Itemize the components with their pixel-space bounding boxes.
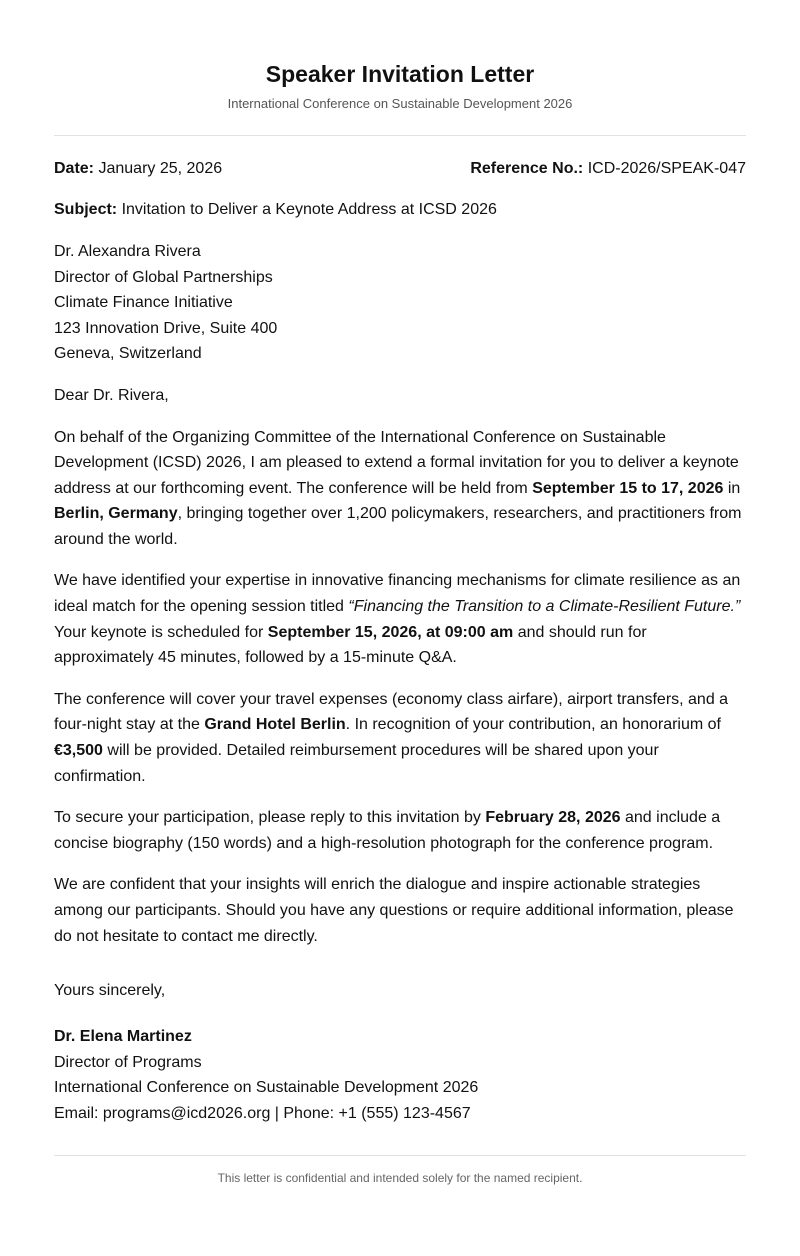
paragraph-text: and include a concise biography (150 words) and a high-resolution photograph for the conference program. (54, 809, 721, 852)
paragraph-text: , bringing together over 1,200 policymakers, researchers, and practitioners from around the world. (54, 505, 742, 548)
closing-phrase: Yours sincerely, (54, 982, 166, 1000)
confidentiality-note: This letter is confidential and intended solely for the named recipient. (217, 1171, 583, 1186)
paragraph-intro (54, 425, 746, 553)
keynote-schedule: September 15, 2026, at 09:00 am (267, 623, 514, 641)
reference-line (470, 156, 746, 182)
signatory-contact: Email: programs@icd2026.org | Phone: +1 (555) 123-4567 (54, 1104, 471, 1122)
subject-value: Invitation to Deliver a Keynote Address at ICSD 2026 (121, 201, 497, 218)
paragraph-expenses (54, 687, 746, 789)
date-line (54, 156, 222, 182)
recipient-address (54, 239, 746, 367)
paragraph-text: We are confident that your insights will enrich the dialogue and inspire actionable strategies among our participants. Should you have any questions or require additional information, please do not hesitate to contact me directly. (54, 876, 734, 945)
paragraph-text: in (723, 479, 741, 497)
honorarium-amount: €3,500 (54, 742, 103, 760)
recipient-title: Director of Global Partnerships (54, 268, 273, 286)
paragraph-text: On behalf of the Organizing Committee of the International Conference on Sustainable Development (ICSD) 2026, I am pleased to extend a formal invitation for you to deliver a keynote address at our forthcoming event. The conference will be held from (54, 428, 739, 497)
reference-value: ICD-2026/SPEAK-047 (587, 160, 746, 177)
hotel-name: Grand Hotel Berlin (204, 716, 346, 734)
salutation: Dear Dr. Rivera, (54, 386, 169, 404)
page-subtitle: International Conference on Sustainable Development 2026 (227, 96, 573, 111)
paragraph-text: To secure your participation, please reply to this invitation by (54, 809, 486, 827)
signatory-name: Dr. Elena Martinez (54, 1028, 192, 1046)
paragraph-text: Your keynote is scheduled for (54, 623, 268, 641)
signatory-title: Director of Programs (54, 1053, 202, 1071)
paragraph-deadline (54, 805, 746, 856)
paragraph-text: will be provided. Detailed reimbursement procedures will be shared upon your confirmation. (54, 742, 659, 785)
subject-line (54, 197, 746, 223)
letter-meta (54, 156, 746, 182)
paragraph-text: and should run for approximately 45 minutes, followed by a 15-minute Q&A. (54, 623, 647, 667)
date-value: January 25, 2026 (98, 160, 223, 177)
conference-dates: September 15 to 17, 2026 (532, 479, 724, 497)
conference-location: Berlin, Germany (54, 505, 178, 523)
header-divider (54, 135, 746, 136)
signature-block (54, 1024, 746, 1126)
page-title: Speaker Invitation Letter (265, 61, 535, 87)
paragraph-text: We have identified your expertise in innovative financing mechanisms for climate resilience as an ideal match for the opening session titled (54, 572, 741, 616)
recipient-organization: Climate Finance Initiative (54, 294, 233, 311)
paragraph-text: The conference will cover your travel expenses (economy class airfare), airport transfers, and a four-night stay at the (54, 690, 729, 734)
subject-label: Subject: (54, 201, 118, 218)
recipient-name: Dr. Alexandra Rivera (54, 243, 201, 260)
letter-page (54, 0, 746, 1186)
reply-deadline: February 28, 2026 (485, 809, 621, 827)
paragraph-session (54, 568, 746, 670)
letter-header (54, 58, 746, 113)
footer-divider (54, 1155, 746, 1156)
recipient-city: Geneva, Switzerland (54, 345, 202, 362)
paragraph-text: . In recognition of your contribution, an honorarium of (345, 716, 721, 734)
date-label: Date: (54, 160, 95, 177)
paragraph-closing (54, 872, 746, 949)
recipient-street: 123 Innovation Drive, Suite 400 (54, 319, 278, 337)
reference-label: Reference No.: (470, 160, 584, 177)
session-title: “Financing the Transition to a Climate-Resilient Future.” (348, 598, 741, 616)
signatory-organization: International Conference on Sustainable Development 2026 (54, 1079, 479, 1097)
